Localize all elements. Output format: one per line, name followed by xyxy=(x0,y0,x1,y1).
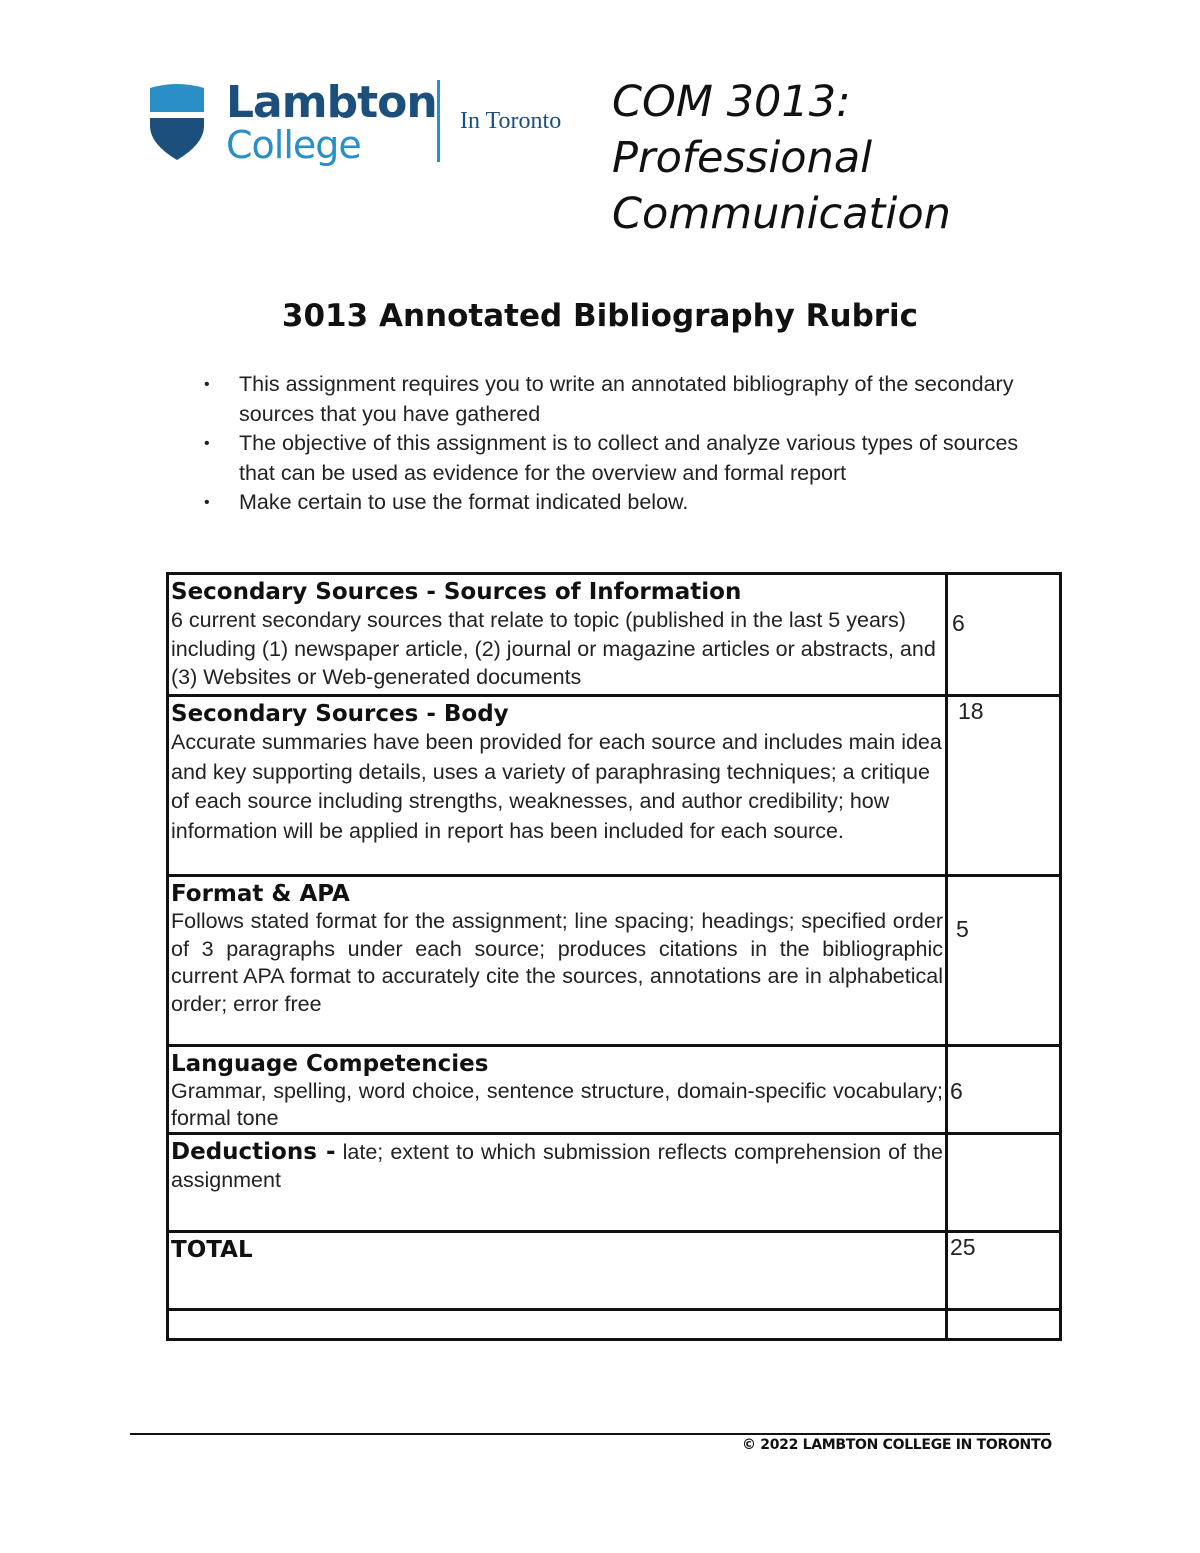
document-title: 3013 Annotated Bibliography Rubric xyxy=(281,298,919,334)
footer-divider xyxy=(130,1433,1050,1435)
empty-cell xyxy=(947,1310,1061,1340)
criterion-description: 6 current secondary sources that relate to topic (published in the last 5 years) including (1) newspaper article, (2) journal or magazine articles or abstracts, and (3) Websites or Web-generated documents xyxy=(171,608,936,689)
list-item-text: Make certain to use the format indicated below. xyxy=(239,490,689,514)
bullet-icon: • xyxy=(204,376,210,393)
list-item xyxy=(200,488,1040,518)
criterion-title: Language Competencies xyxy=(171,1051,489,1077)
score-cell xyxy=(947,574,1061,696)
table-row xyxy=(168,1046,1061,1134)
criterion-description: Accurate summaries have been provided for each source and includes main idea and key supporting details, uses a variety of paraphrasing techniques; a critique of each source including strengths, weaknesses, and author credibility; how information will be applied in report has been included for each source. xyxy=(171,730,942,843)
instructions-list xyxy=(200,370,1040,518)
score-value: 6 xyxy=(950,1078,963,1104)
score-value: 18 xyxy=(958,698,984,724)
criterion-cell xyxy=(168,1134,947,1232)
criterion-description: Follows stated format for the assignment; line spacing; headings; specified order of 3 paragraphs under each source; produces citations in the bibliographic current APA format to accurately cite the sources, annotations are in alphabetical order; error free xyxy=(171,909,943,1016)
score-value: 5 xyxy=(956,916,969,942)
table-row xyxy=(168,696,1061,876)
total-label: TOTAL xyxy=(171,1237,253,1263)
score-cell xyxy=(947,1134,1061,1232)
rubric-table xyxy=(166,572,1062,1341)
criterion-cell xyxy=(168,1046,947,1134)
empty-cell xyxy=(168,1310,947,1340)
bullet-icon: • xyxy=(204,435,210,452)
criterion-title: Secondary Sources - Body xyxy=(171,701,509,727)
criterion-title: Deductions - xyxy=(171,1139,336,1165)
list-item xyxy=(200,370,1040,429)
logo-divider xyxy=(437,80,440,162)
criterion-text xyxy=(171,1138,943,1194)
logo-wordmark-lambton: Lambton xyxy=(226,77,437,128)
shield-logo-icon xyxy=(148,82,206,162)
list-item-text: The objective of this assignment is to collect and analyze various types of sources that can be used as evidence for the overview and formal report xyxy=(239,431,1019,485)
list-item xyxy=(200,429,1040,488)
criterion-cell xyxy=(168,574,947,696)
criterion-cell xyxy=(168,696,947,876)
lambton-college-logo xyxy=(148,78,573,168)
score-cell xyxy=(947,1046,1061,1134)
score-cell xyxy=(947,876,1061,1046)
course-title-line: COM 3013: xyxy=(612,77,851,127)
course-title-line: Professional xyxy=(612,133,873,183)
logo-location: In Toronto xyxy=(460,108,562,134)
list-item-text: This assignment requires you to write an annotated bibliography of the secondary sources that you have gathered xyxy=(239,372,1014,426)
logo-wordmark-college: College xyxy=(226,123,361,167)
criterion-title: Secondary Sources - Sources of Information xyxy=(171,579,742,605)
table-row xyxy=(168,876,1061,1046)
course-title-line: Communication xyxy=(612,189,951,239)
criterion-description: Grammar, spelling, word choice, sentence structure, domain-specific vocabulary; formal tone xyxy=(171,1079,943,1130)
score-cell xyxy=(947,696,1061,876)
criterion-title: Format & APA xyxy=(171,881,350,907)
course-title xyxy=(612,74,972,242)
score-value: 6 xyxy=(952,610,965,636)
table-row xyxy=(168,1134,1061,1232)
criterion-cell xyxy=(168,876,947,1046)
table-row xyxy=(168,574,1061,696)
criterion-description: late; extent to which submission reflects comprehension of the assignment xyxy=(171,1140,943,1192)
table-row xyxy=(168,1232,1061,1310)
bullet-icon: • xyxy=(204,494,210,511)
criterion-cell xyxy=(168,1232,947,1310)
footer-copyright: © 2022 LAMBTON COLLEGE IN TORONTO xyxy=(742,1437,1052,1453)
table-row xyxy=(168,1310,1061,1340)
score-cell xyxy=(947,1232,1061,1310)
total-score-value: 25 xyxy=(950,1234,976,1260)
